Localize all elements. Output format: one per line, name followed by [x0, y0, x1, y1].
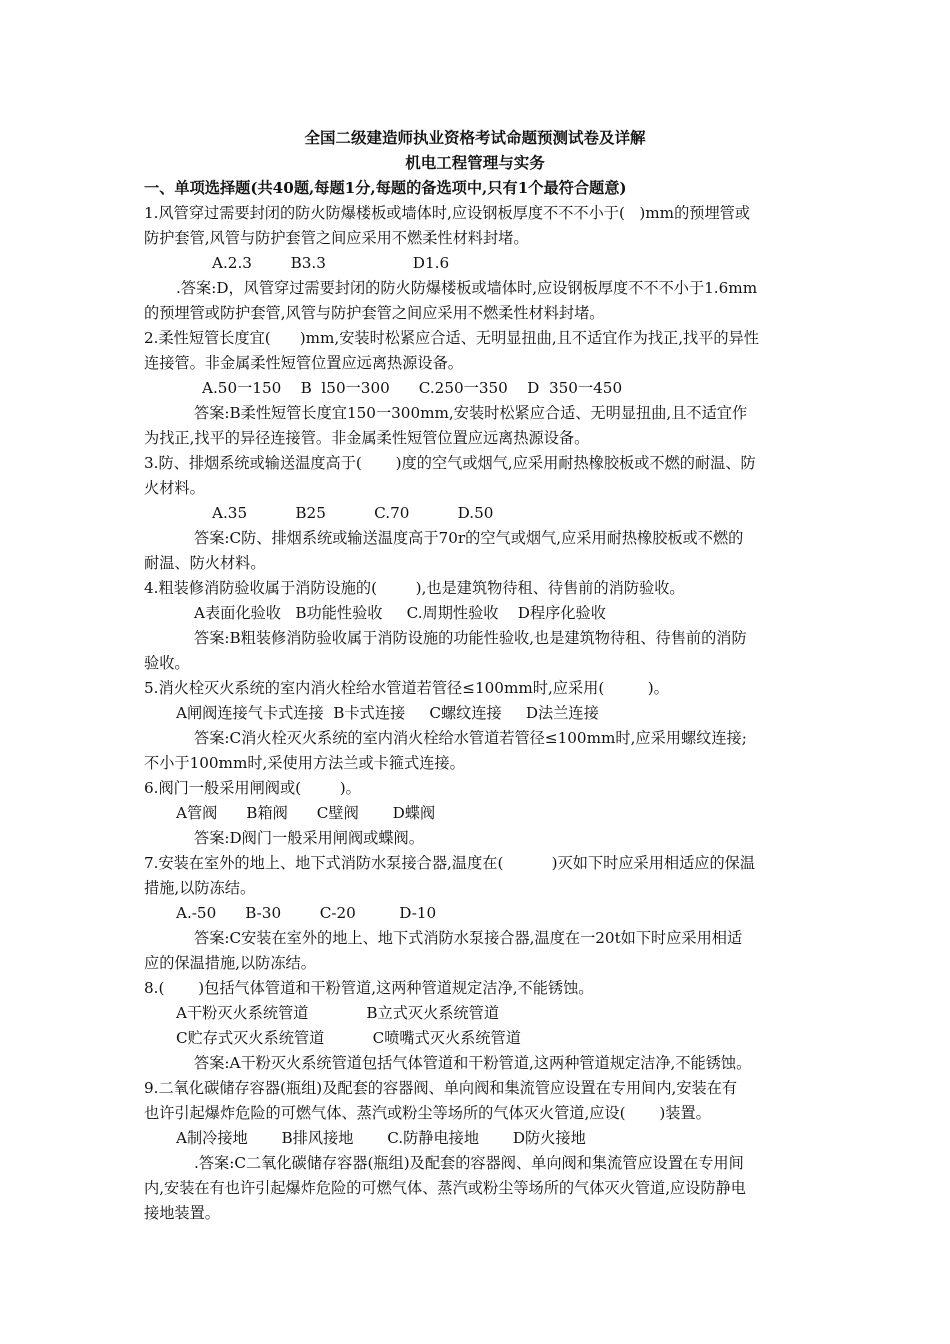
document-subtitle: 机电工程管理与实务	[405, 153, 545, 172]
q3-stem-line1: 3.防、排烟系统或输送温度高于( )度的空气或烟气,应采用耐热橡胶板或不燃的耐温、防	[144, 454, 756, 472]
q7-answer-line2: 应的保温措施,以防冻结。	[144, 954, 316, 972]
q1-answer-line1: .答案:D，风管穿过需要封闭的防火防爆楼板或墙体时,应设钢板厚度不不不小于1.6mm	[176, 279, 758, 297]
q4-stem: 4.粗装修消防验收属于消防设施的( ),也是建筑物待租、待售前的消防验收。	[144, 579, 685, 597]
q5-options: A闸阀连接气卡式连接 B卡式连接 C螺纹连接 D法兰连接	[176, 704, 599, 722]
q7-stem-line1: 7.安装在室外的地上、地下式消防水泵接合器,温度在( )灭如下时应采用相适应的保温	[144, 854, 756, 872]
q9-answer-line1: .答案:C二氧化碳储存容器(瓶组)及配套的容器阀、单向阀和集流管应设置在专用间	[194, 1154, 744, 1172]
q2-answer-line2: 为找正,找平的异径连接管。非金属柔性短管位置应远离热源设备。	[144, 429, 590, 447]
q5-answer-line1: 答案:C消火栓灭火系统的室内消火栓给水管道若管径≤100mm时,应采用螺纹连接;	[194, 729, 747, 747]
q9-answer-line2: 内,安装在有也许引起爆炸危险的可燃气体、蒸汽或粉尘等场所的气体灭火管道,应设防静电	[144, 1179, 746, 1197]
q3-answer-line2: 耐温、防火材料。	[144, 554, 266, 572]
q5-answer-line2: 不小于100mm时,采使用方法兰或卡箍式连接。	[144, 754, 465, 772]
q1-stem-line2: 防护套管,风管与防护套管之间应采用不燃柔性材料封堵。	[144, 229, 529, 247]
q3-answer-line1: 答案:C防、排烟系统或输送温度高于70r的空气或烟气,应采用耐热橡胶板或不燃的	[194, 529, 744, 547]
q4-answer-line1: 答案:B粗装修消防验收属于消防设施的功能性验收,也是建筑物待租、待售前的消防	[194, 629, 747, 647]
q6-answer: 答案:D阀门一般采用闸阀或蝶阀。	[194, 829, 424, 847]
q4-answer-line2: 验收。	[144, 654, 190, 672]
q3-options: A.35 B25 C.70 D.50	[212, 504, 494, 522]
q7-stem-line2: 措施,以防冻结。	[144, 879, 256, 897]
q1-answer-line2: 的预埋管或防护套管,风管与防护套管之间应采用不燃柔性材料封堵。	[144, 304, 605, 322]
q8-stem: 8.( )包括气体管道和干粉管道,这两种管道规定洁净,不能锈蚀。	[144, 979, 594, 997]
q9-answer-line3: 接地装置。	[144, 1204, 220, 1222]
q2-options: A.50一150 B l50一300 C.250一350 D 350一450	[202, 379, 623, 397]
q9-stem-line1: 9.二氧化碳储存容器(瓶组)及配套的容器阀、单向阀和集流管应设置在专用间内,安装在有	[144, 1079, 738, 1097]
q2-stem-line2: 连接管。非金属柔性短管位置应远离热源设备。	[144, 354, 463, 372]
q1-options: A.2.3 B3.3 D1.6	[212, 254, 450, 272]
q2-answer-line1: 答案:B柔性短管长度宜150一300mm,安装时松紧应合适、无明显扭曲,且不适宜作	[194, 404, 748, 422]
q6-stem: 6.阀门一般采用闸阀或( )。	[144, 779, 361, 797]
q4-options: A表面化验收 B功能性验收 C.周期性验收 D程序化验收	[194, 604, 606, 622]
q5-stem: 5.消火栓灭火系统的室内消火栓给水管道若管径≤100mm时,应采用( )。	[144, 679, 669, 697]
q2-stem-line1: 2.柔性短管长度宜( )mm,安装时松紧应合适、无明显扭曲,且不适宜作为找正,找平的异性	[144, 329, 759, 347]
q9-stem-line2: 也许引起爆炸危险的可燃气体、蒸汽或粉尘等场所的气体灭火管道,应设( )装置。	[144, 1104, 711, 1122]
q8-options-line1: A干粉灭火系统管道 B立式灭火系统管道	[176, 1004, 500, 1022]
q1-stem-line1: 1.风管穿过需要封闭的防火防爆楼板或墙体时,应设钢板厚度不不不小于( )mm的预埋管或	[144, 204, 751, 222]
q7-options: A.-50 B-30 C-20 D-10	[176, 904, 437, 922]
q6-options: A管阀 B箱阀 C壁阀 D蝶阀	[176, 804, 436, 822]
document-title: 全国二级建造师执业资格考试命题预测试卷及详解	[304, 128, 646, 147]
q3-stem-line2: 火材料。	[144, 479, 205, 497]
q7-answer-line1: 答案:C安装在室外的地上、地下式消防水泵接合器,温度在一20t如下时应采用相适	[194, 929, 743, 947]
q8-options-line2: C贮存式灭火系统管道 C喷嘴式灭火系统管道	[176, 1029, 521, 1047]
q8-answer: 答案:A干粉灭火系统管道包括气体管道和干粉管道,这两种管道规定洁净,不能锈蚀。	[194, 1054, 752, 1072]
section-header: 一、单项选择题(共40题,每题1分,每题的备选项中,只有1个最符合题意)	[144, 179, 627, 197]
q9-options: A制冷接地 B排风接地 C.防静电接地 D防火接地	[176, 1129, 586, 1147]
